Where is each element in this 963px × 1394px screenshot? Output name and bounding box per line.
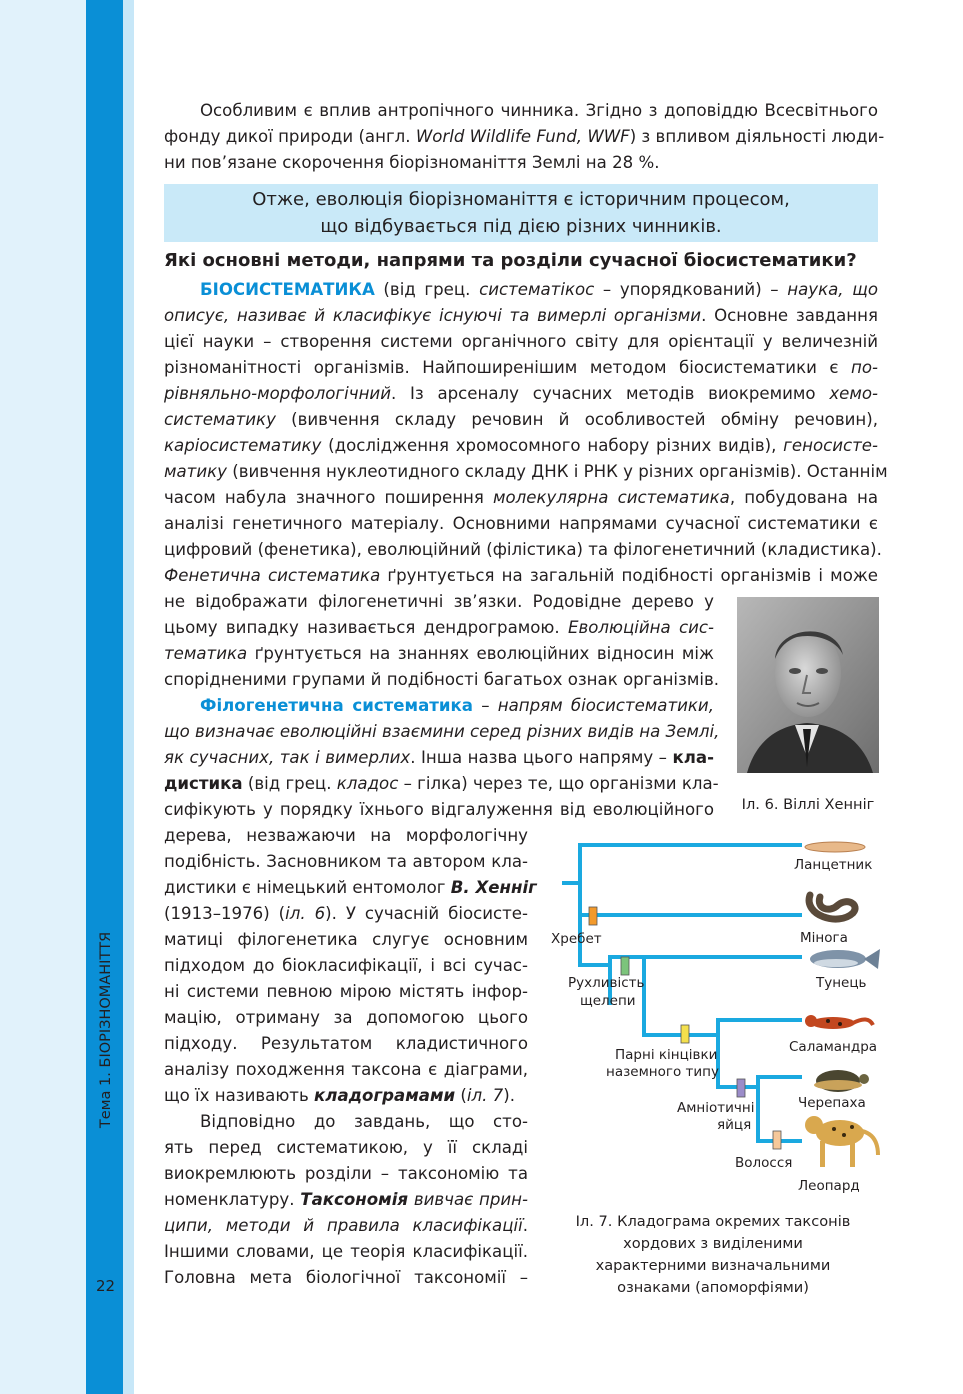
page-number: 22 (96, 1277, 116, 1295)
section-heading: Які основні методи, напрями та розділи сучасної біосистематики? (164, 250, 857, 271)
intro-line-2: фонду дикої природи (англ. World Wildlife Fund, WWF) з впливом діяльності люди- (164, 127, 885, 146)
leopard-icon (805, 1116, 878, 1167)
trait-marker-hair (773, 1131, 781, 1149)
text-line: підходом до біокласифікації, і всі сучас- (164, 956, 528, 975)
taxon-label: Саламандра (789, 1039, 878, 1055)
hennig-portrait-image (737, 597, 879, 773)
trait-label: щелепи (580, 993, 636, 1009)
text-line: описує, називає й класифікує існуючі та вимерлі організми. Основне завдання (164, 306, 878, 325)
caption-line: ознаками (апоморфіями) (617, 1279, 809, 1296)
trait-label: Рухливість (568, 975, 645, 991)
caption-line: Іл. 7. Кладограма окремих таксонів (575, 1213, 851, 1230)
page-sidebar (0, 0, 134, 1394)
section-label-text: Тема 1. БІОРІЗНОМАНІТТЯ (98, 931, 114, 1129)
text-line: підходу. Результатом кладистичного (164, 1034, 528, 1053)
text-line: виокремлюють розділи – таксономію та (164, 1164, 528, 1183)
turtle-icon (814, 1070, 869, 1092)
salamander-icon (805, 1015, 873, 1029)
text-line: мацію, отриману за допомогою цього (164, 1008, 528, 1027)
cladogram-diagram (548, 835, 888, 1205)
text-line: дистики є німецький ентомолог В. Хенніг (164, 878, 537, 897)
text-line: ять перед систематикою, у її складі (164, 1138, 528, 1157)
cladogram-caption (548, 1211, 878, 1299)
text-line: що їх називають кладограмами (іл. 7). (164, 1086, 515, 1105)
taxon-label: Леопард (798, 1178, 860, 1194)
text-line: (1913–1976) (іл. 6). У сучасній біосисте- (164, 904, 528, 923)
text-line: дерева, незважаючи на морфологічну (164, 826, 528, 845)
lamprey-icon (809, 895, 855, 919)
text-line: сифікують у порядку їхнього відгалуження від еволюційного (164, 800, 714, 819)
text-line: БІОСИСТЕМАТИКА (від грец. систематікос – упорядкований) – наука, що (200, 280, 878, 299)
trait-label: Хребет (551, 931, 602, 947)
trait-marker-backbone (589, 907, 597, 925)
text-line: тематика ґрунтується на знаннях еволюційних відносин між (164, 644, 714, 663)
trait-label: наземного типу (606, 1064, 719, 1080)
trait-label: Парні кінцівки (615, 1047, 718, 1063)
tuna-icon (810, 949, 880, 969)
text-line: Відповідно до завдань, що сто- (200, 1112, 528, 1131)
trait-marker-jaw (621, 957, 629, 975)
text-line: номенклатуру. Таксономія вивчає прин- (164, 1190, 528, 1209)
taxon-label: Мінога (800, 930, 848, 946)
text-line: Іншими словами, це теорія класифікації. (164, 1242, 528, 1261)
text-line: ні системи певною мірою містять інфор- (164, 982, 528, 1001)
text-line: як сучасних, так і вимерлих. Інша назва цього напряму – кла- (164, 748, 714, 767)
taxon-label: Ланцетник (794, 857, 873, 873)
text-line: аналізу походження таксона є діаграми, (164, 1060, 528, 1079)
intro-line-1: Особливим є вплив антропічного чинника. Згідно з доповіддю Всесвітнього (200, 101, 878, 120)
photo-caption: Іл. 6. Віллі Хенніг (741, 796, 875, 813)
text-line: аналізі генетичного матеріалу. Основними напрямами сучасної систематики є (164, 514, 878, 533)
text-line: матиці філогенетика слугує основним (164, 930, 528, 949)
trait-label: Амніотичні (677, 1100, 755, 1116)
text-line: спорідненими групами й подібності багатьох ознак організмів. (164, 670, 720, 689)
callout-line-1: Отже, еволюція біорізноманіття є історичним процесом, (252, 189, 790, 210)
text-line: цифровий (фенетика), еволюційний (філістика) та філогенетичний (кладистика). (164, 540, 882, 559)
text-line: цьому випадку називається дендрограмою. Еволюційна сис- (164, 618, 714, 637)
text-line: рівняльно-морфологічний. Із арсеналу сучасних методів виокремимо хемо- (164, 384, 878, 403)
text-line: ципи, методи й правила класифікації. (164, 1216, 528, 1235)
sidebar-stripe (123, 0, 134, 1394)
text-line: систематику (вивчення складу речовин й особливостей обміну речовин), (164, 410, 878, 429)
text-line: дистика (від грец. кладос – гілка) через те, що організми кла- (164, 774, 719, 793)
conclusion-callout (164, 184, 878, 242)
lancelet-icon (805, 842, 865, 852)
text-line: часом набула значного поширення молекулярна систематика, побудована на (164, 488, 878, 507)
trait-marker-amniotic (737, 1079, 745, 1097)
text-line: не відображати філогенетичні зв’язки. Родовідне дерево у (164, 592, 714, 611)
trait-marker-limbs (681, 1025, 689, 1043)
text-line: цієї науки – створення системи органічного світу для орієнтації у величезній (164, 332, 878, 351)
text-line: Фенетична систематика ґрунтується на загальній подібності організмів і може (164, 566, 879, 585)
text-line: матику (вивчення нуклеотидного складу ДНК і РНК у різних організмів). Останнім (164, 462, 888, 481)
taxon-label: Тунець (816, 975, 867, 991)
trait-label: Волосся (735, 1155, 793, 1171)
text-line: різноманітності організмів. Найпоширенішим методом біосистематики є по- (164, 358, 878, 377)
caption-line: хордових з виділеними (623, 1235, 803, 1252)
text-line: Філогенетична систематика – напрям біосистематики, (200, 696, 714, 715)
trait-label: яйця (717, 1117, 752, 1133)
taxon-label: Черепаха (798, 1095, 866, 1111)
intro-line-3: ни пов’язане скорочення біорізноманіття Землі на 28 %. (164, 153, 660, 172)
text-line: що визначає еволюційні взаємини серед різних видів на Землі, (164, 722, 720, 741)
text-line: Головна мета біологічної таксономії – (164, 1268, 528, 1287)
text-line: подібність. Засновником та автором кла- (164, 852, 528, 871)
text-line: каріосистематику (дослідження хромосомного набору різних видів), геносисте- (164, 436, 878, 455)
callout-line-2: що відбувається під дією різних чинників. (320, 216, 722, 237)
cladogram-branch-salamander (644, 1020, 800, 1035)
caption-line: характерними визначальними (595, 1257, 831, 1274)
